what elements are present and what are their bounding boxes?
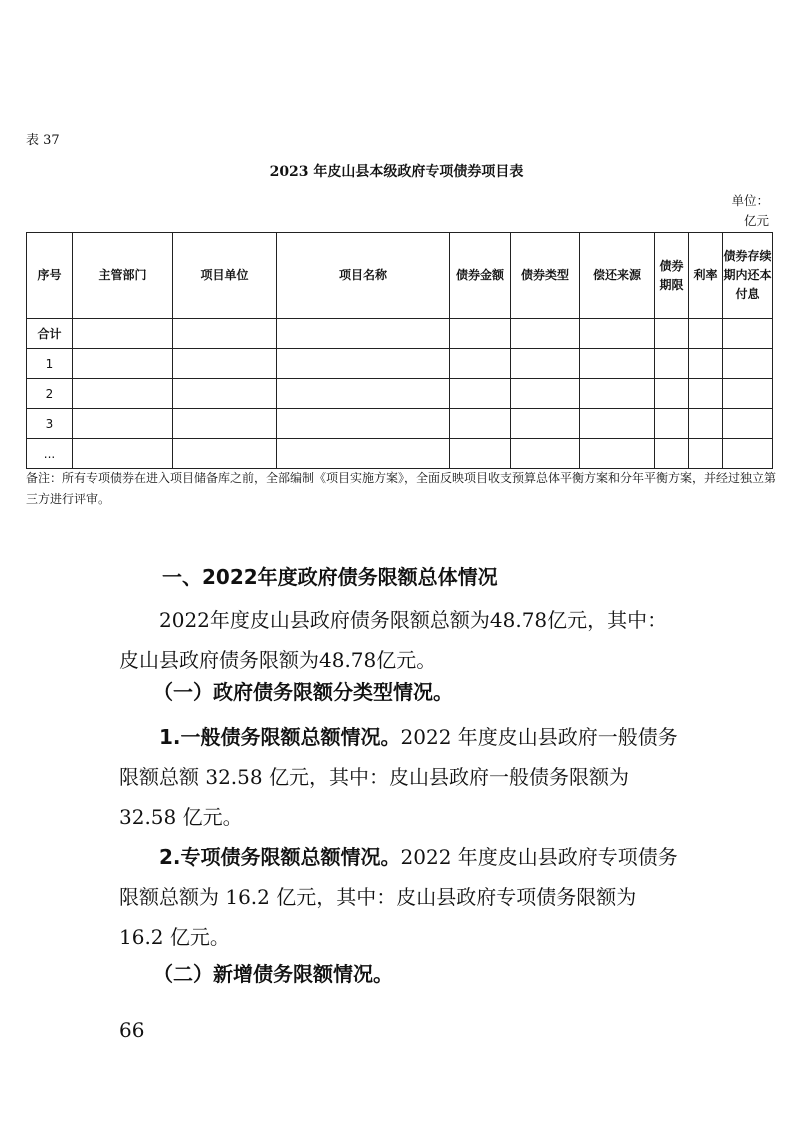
general-debt-lead: 1.一般债务限额总额情况。 [159,725,401,749]
table-cell-seq: 2 [27,379,73,409]
special-debt-lead: 2.专项债务限额总额情况。 [159,845,401,869]
table-row [27,439,773,469]
table-label: 表 37 [26,133,60,148]
section-paragraph [119,600,679,680]
subsection-heading-2: （二）新增债务限额情况。 [153,962,393,986]
table-row [27,409,773,439]
page-number: 66 [119,1018,145,1042]
table-row [27,349,773,379]
unit-label-line1: 单位： [731,193,769,208]
section-paragraph-text: 2022年度皮山县政府债务限额总额为48.78亿元，其中：皮山县政府债务限额为48.78亿元。 [119,608,668,672]
general-debt-paragraph [119,717,679,837]
subsection-heading-1: （一）政府债务限额分类型情况。 [153,680,453,704]
table-header-row [27,233,773,319]
header-seq: 序号 [27,233,73,319]
header-repayment-during-term: 债券存续期内还本付息 [723,233,773,319]
unit-label [731,191,769,231]
header-project-unit: 项目单位 [173,233,277,319]
unit-label-line2: 亿元 [743,213,769,228]
table-footnote: 备注：所有专项债券在进入项目储备库之前，全部编制《项目实施方案》，全面反映项目收支预算总体平衡方案和分年平衡方案，并经过独立第三方进行评审。 [26,471,777,506]
table-cell-seq: ... [27,439,73,469]
header-bond-term: 债券期限 [655,233,689,319]
table-cell-seq: 1 [27,349,73,379]
table-title: 2023 年皮山县本级政府专项债券项目表 [269,164,524,180]
header-bond-type: 债券类型 [511,233,580,319]
table-cell-seq: 合计 [27,319,73,349]
table-row [27,379,773,409]
special-debt-paragraph [119,837,679,957]
table-row-total [27,319,773,349]
table-cell-seq: 3 [27,409,73,439]
header-department: 主管部门 [73,233,173,319]
section-heading: 一、2022年度政府债务限额总体情况 [162,565,498,589]
debt-project-table [26,232,773,469]
header-bond-amount: 债券金额 [450,233,511,319]
header-project-name: 项目名称 [277,233,450,319]
general-debt-text: 2022 年度皮山县政府一般债务限额总额 32.58 亿元，其中：皮山县政府一般债务限额为 32.58 亿元。 [119,725,678,829]
special-debt-text: 2022 年度皮山县政府专项债务限额总额为 16.2 亿元，其中：皮山县政府专项债务限额为 16.2 亿元。 [119,845,678,949]
header-interest-rate: 利率 [689,233,723,319]
header-repayment-source: 偿还来源 [580,233,655,319]
